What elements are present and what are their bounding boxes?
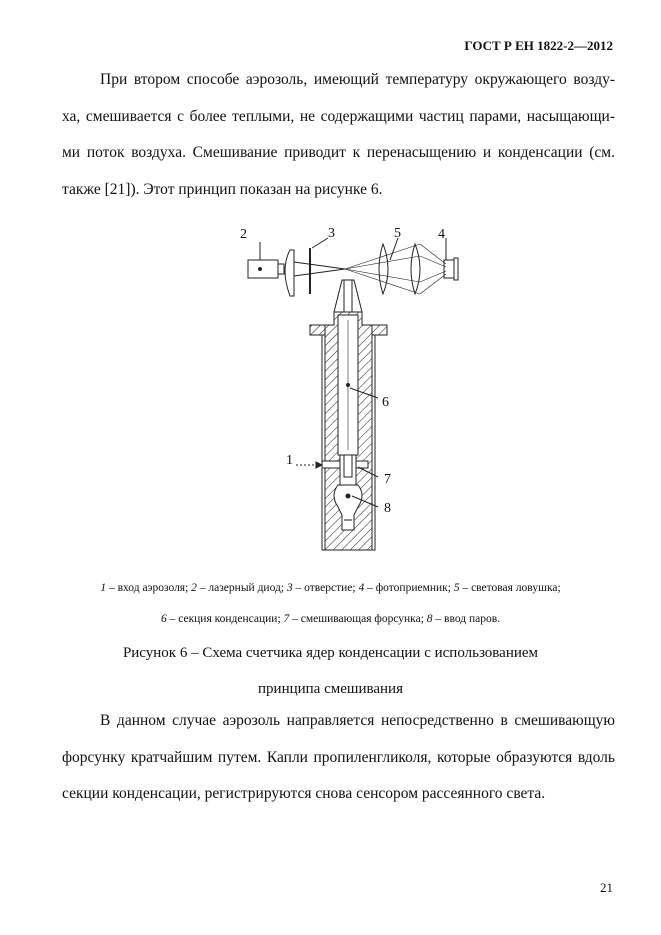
figure-legend-line-1 — [0, 582, 661, 594]
figure-label-1: 1 — [286, 453, 293, 468]
document-header: ГОСТ Р ЕН 1822-2—2012 — [464, 38, 613, 53]
legend-text: – фотоприемник; — [364, 582, 454, 594]
paragraph-line: ми поток воздуха. Смешивание приводит к перенасыщению и конденсации (см. — [62, 144, 615, 161]
cpc-mixing-diagram — [230, 220, 460, 555]
paragraph-line: При втором способе аэрозоль, имеющий температуру окружающего возду- — [100, 71, 615, 88]
legend-text: – ввод паров. — [432, 613, 501, 625]
legend-num: 2 — [191, 582, 197, 594]
paragraph-line: В данном случае аэрозоль направляется непосредственно в смешивающую — [100, 712, 615, 729]
paragraph-line: ха, смешивается с более теплыми, не содержащими частиц парами, насыщающи- — [62, 107, 615, 125]
figure-label-4: 4 — [438, 227, 445, 242]
paragraph-line: также [21]). Этот принцип показан на рисунке 6. — [62, 180, 383, 198]
legend-num: 6 — [160, 613, 167, 625]
figure-label-8: 8 — [384, 501, 391, 516]
page-number: 21 — [600, 880, 613, 895]
figure-label-7: 7 — [384, 472, 391, 487]
legend-num: 3 — [286, 582, 293, 594]
legend-num: 1 — [100, 582, 107, 594]
figure-label-3: 3 — [328, 226, 335, 241]
paragraph-line: секции конденсации, регистрируются снова сенсором рассеянного света. — [62, 785, 546, 802]
paragraph-description — [62, 703, 615, 813]
photodetector — [444, 260, 454, 278]
figure-caption-line-2: принципа смешивания — [258, 681, 403, 697]
legend-text: – вход аэрозоля; — [106, 582, 192, 594]
paragraph-intro — [62, 62, 615, 208]
light-trap-lens-1 — [379, 244, 388, 294]
laser-diode — [248, 260, 278, 278]
figure-caption-line-1: Рисунок 6 – Схема счетчика ядер конденсации с использованием — [122, 645, 539, 661]
legend-num: 4 — [358, 582, 365, 594]
figure-label-6: 6 — [382, 395, 389, 410]
legend-text: – световая ловушка; — [459, 582, 561, 594]
legend-text: – смешивающая форсунка; — [289, 613, 427, 625]
figure-label-5: 5 — [394, 226, 401, 241]
legend-num: 5 — [453, 582, 460, 594]
legend-text: – отверстие; — [292, 582, 359, 594]
light-trap-lens-2 — [411, 244, 420, 294]
paragraph-line: форсунку кратчайшим путем. Капли пропиленгликоля, которые образуются вдоль — [62, 748, 615, 766]
figure-legend-line-2 — [0, 613, 661, 625]
legend-num: 8 — [426, 613, 433, 625]
legend-text: – секция конденсации; — [166, 613, 284, 625]
figure-label-2: 2 — [240, 227, 247, 242]
laser-lens — [285, 250, 294, 296]
legend-num: 7 — [283, 613, 290, 625]
legend-text: – лазерный диод; — [196, 582, 287, 594]
